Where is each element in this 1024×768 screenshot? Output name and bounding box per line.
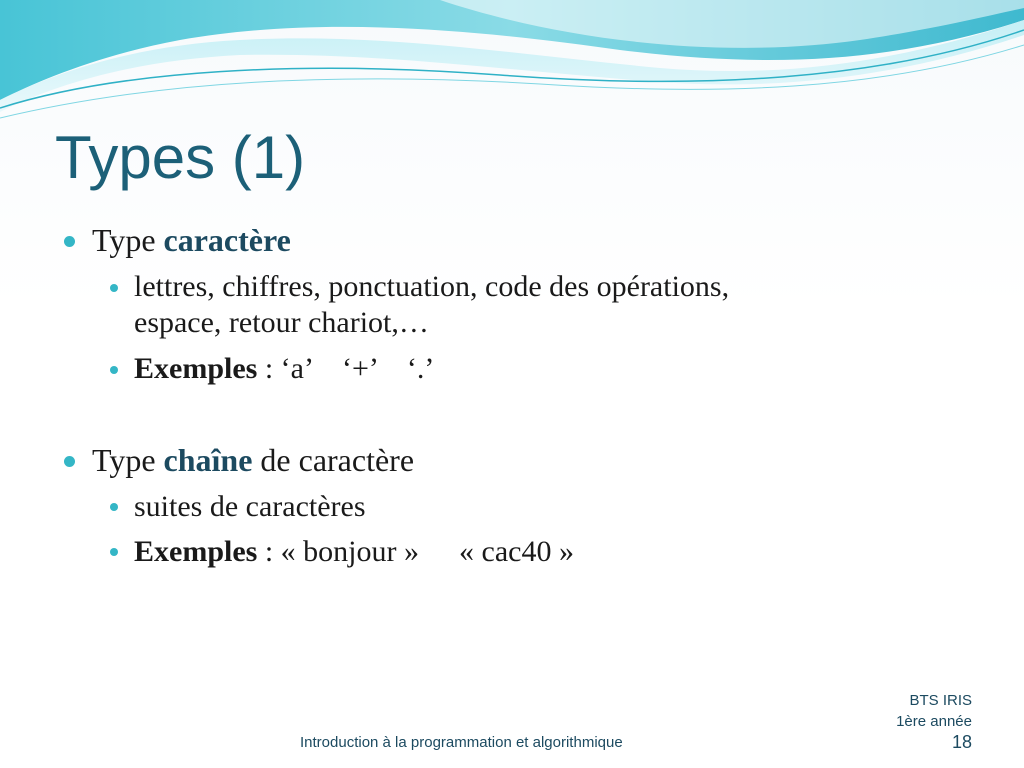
list-item xyxy=(134,489,366,525)
sub-bullet-icon xyxy=(110,366,118,374)
section-suffix: de caractère xyxy=(252,442,415,478)
slide-title: Types (1) xyxy=(55,124,306,191)
example-value: ‘a’ xyxy=(280,352,314,385)
section-prefix: Type xyxy=(92,442,164,478)
examples-separator: : xyxy=(257,352,281,385)
footer-program: BTS IRIS xyxy=(909,692,972,709)
example-value: « bonjour » xyxy=(280,535,419,568)
examples-label: Exemples xyxy=(134,352,258,385)
item-text: suites de caractères xyxy=(134,490,366,523)
list-item-examples xyxy=(134,534,574,570)
page-number: 18 xyxy=(951,732,972,752)
section-keyword: chaîne xyxy=(163,442,253,478)
header-wave-decoration xyxy=(0,0,1024,130)
example-value: ‘.’ xyxy=(406,352,435,385)
section-heading-caractere xyxy=(92,222,291,259)
bullet-icon xyxy=(64,456,75,467)
examples-label: Exemples xyxy=(134,535,258,568)
example-value: ‘+’ xyxy=(341,352,379,385)
footer-course-title: Introduction à la programmation et algorithmique xyxy=(300,734,623,751)
footer-info xyxy=(896,690,972,753)
sub-bullet-icon xyxy=(110,548,118,556)
item-text-line: espace, retour chariot,… xyxy=(134,306,429,339)
section-keyword: caractère xyxy=(163,222,291,258)
bullet-icon xyxy=(64,236,75,247)
section-heading-chaine xyxy=(92,442,414,479)
example-value: « cac40 » xyxy=(459,535,574,568)
list-item-examples xyxy=(134,351,434,387)
sub-bullet-icon xyxy=(110,503,118,511)
sub-bullet-icon xyxy=(110,284,118,292)
list-item xyxy=(134,269,894,341)
item-text-line: lettres, chiffres, ponctuation, code des opérations, xyxy=(134,270,730,303)
examples-separator: : xyxy=(257,535,281,568)
footer-year: 1ère année xyxy=(896,713,972,730)
section-prefix: Type xyxy=(92,222,164,258)
